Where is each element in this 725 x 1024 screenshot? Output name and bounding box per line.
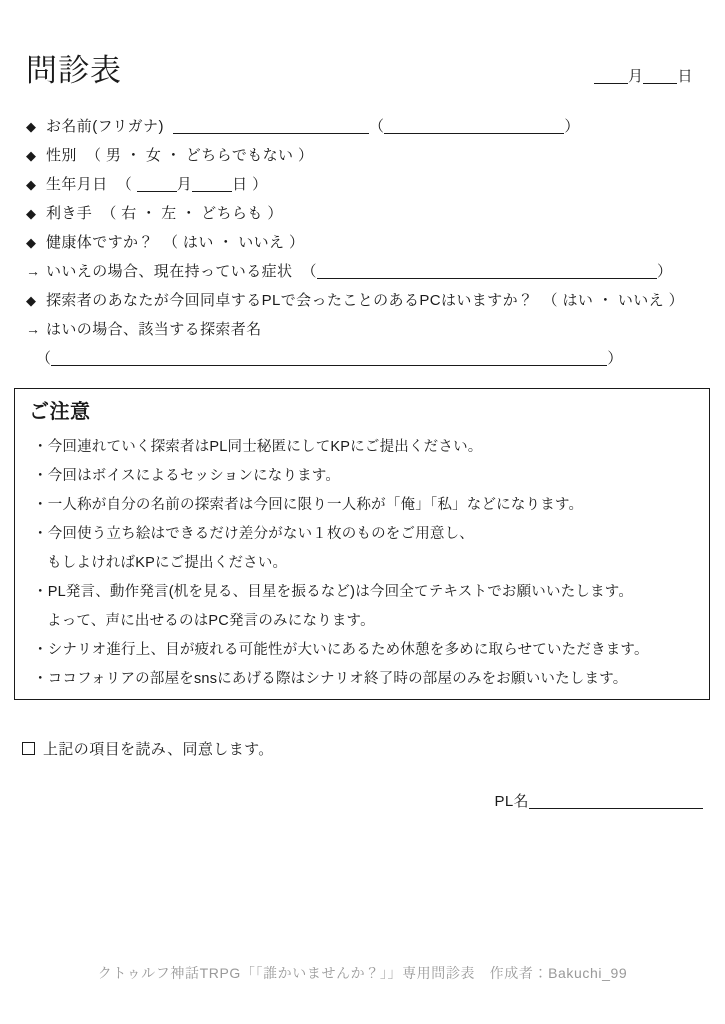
close-paren: ） [564, 118, 580, 135]
notice-item: もしよければKPにご提出ください。 [47, 555, 288, 571]
birthday-month-blank[interactable] [137, 177, 177, 192]
birthday-month-label: 月 [176, 176, 193, 193]
date-field[interactable] [594, 66, 693, 88]
question-label-symptom: いいえの場合、現在持っている症状 [46, 263, 293, 280]
question-row-met-pc [0, 286, 725, 315]
notice-title: ご注意 [29, 401, 91, 423]
signature-blank[interactable] [529, 808, 703, 809]
birthday-day-label: 日 [232, 176, 248, 193]
notice-item: よって、声に出せるのはPC発言のみになります。 [47, 613, 375, 629]
notice-box [14, 388, 710, 700]
page-header [0, 52, 725, 98]
agreement-checkbox[interactable] [22, 742, 35, 755]
question-label-handedness: 利き手 [46, 205, 93, 222]
question-label-name: お名前(フリガナ) [46, 118, 164, 135]
notice-item: ・ココフォリアの部屋をsnsにあげる際はシナリオ終了時の部屋のみをお願いいたします。 [33, 671, 628, 687]
handedness-options[interactable]: （ 右 ・ 左 ・ どちらも ） [101, 205, 283, 222]
question-label-explorer-name: はいの場合、該当する探索者名 [46, 321, 262, 338]
question-row-handedness [0, 199, 725, 228]
notice-item: ・一人称が自分の名前の探索者は今回に限り一人称が「俺」「私」などになります。 [33, 497, 584, 513]
symptom-input-blank[interactable] [317, 264, 657, 279]
page-title: 問診表 [26, 53, 122, 88]
met-pc-options[interactable]: （ はい ・ いいえ ） [542, 292, 685, 309]
agreement-row[interactable] [22, 737, 274, 763]
notice-item: ・今回使う立ち絵はできるだけ差分がない１枚のものをご用意し、 [33, 526, 474, 542]
arrow-bullet-icon: → [26, 321, 41, 337]
arrow-bullet-icon: → [26, 263, 41, 279]
date-day-label: 日 [677, 68, 693, 85]
notice-item: ・シナリオ進行上、目が疲れる可能性が大いにあるため休憩を多めに取らせていただきます。 [33, 642, 649, 658]
question-row-gender [0, 141, 725, 170]
signature-label: PL名 [494, 793, 529, 810]
question-label-birthday: 生年月日 [46, 176, 108, 193]
date-month-label: 月 [627, 68, 644, 85]
notice-item: ・今回はボイスによるセッションになります。 [33, 468, 341, 484]
question-row-birthday [0, 170, 725, 199]
question-row-symptom [0, 257, 725, 286]
close-paren: ） [656, 263, 673, 280]
close-paren: ） [252, 176, 268, 193]
diamond-bullet-icon: ◆ [26, 235, 37, 250]
name-input-blank[interactable] [173, 119, 369, 134]
diamond-bullet-icon: ◆ [26, 177, 37, 192]
question-label-gender: 性別 [46, 147, 77, 164]
notice-item: ・PL発言、動作発言(机を見る、目星を振るなど)は今回全てテキストでお願いいたします。 [33, 584, 634, 600]
close-paren: ） [607, 350, 623, 367]
diamond-bullet-icon: ◆ [26, 148, 37, 163]
notice-item: ・今回連れていく探索者はPL同士秘匿にしてKPにご提出ください。 [33, 439, 483, 455]
question-list [0, 112, 725, 374]
agreement-label: 上記の項目を読み、同意します。 [43, 741, 274, 758]
health-options[interactable]: （ はい ・ いいえ ） [162, 234, 305, 251]
diamond-bullet-icon: ◆ [26, 206, 37, 221]
diamond-bullet-icon: ◆ [26, 293, 37, 308]
birthday-day-blank[interactable] [192, 177, 232, 192]
footer-credit: クトゥルフ神話TRPG「「誰かいませんか？」」専用問診表 作成者：Bakuchi_99 [97, 965, 628, 981]
open-paren: （ [301, 263, 317, 280]
explorer-name-input-row [0, 344, 725, 374]
notice-list [33, 433, 701, 694]
diamond-bullet-icon: ◆ [26, 119, 37, 134]
open-paren: （ [116, 176, 133, 193]
question-row-explorer-name [0, 315, 725, 344]
gender-options[interactable]: （ 男 ・ 女 ・ どちらでもない ） [85, 147, 314, 164]
question-label-met-pc: 探索者のあなたが今回同卓するPLで会ったことのあるPCはいますか？ [46, 292, 534, 309]
question-row-name [0, 112, 725, 141]
open-paren: （ [368, 118, 385, 135]
date-month-blank[interactable] [594, 83, 628, 84]
open-paren: （ [36, 350, 52, 367]
explorer-name-blank[interactable] [51, 351, 607, 366]
question-row-health [0, 228, 725, 257]
question-label-health: 健康体ですか？ [46, 234, 154, 251]
kana-input-blank[interactable] [384, 119, 564, 134]
date-day-blank[interactable] [643, 83, 677, 84]
signature-row[interactable] [494, 789, 703, 815]
